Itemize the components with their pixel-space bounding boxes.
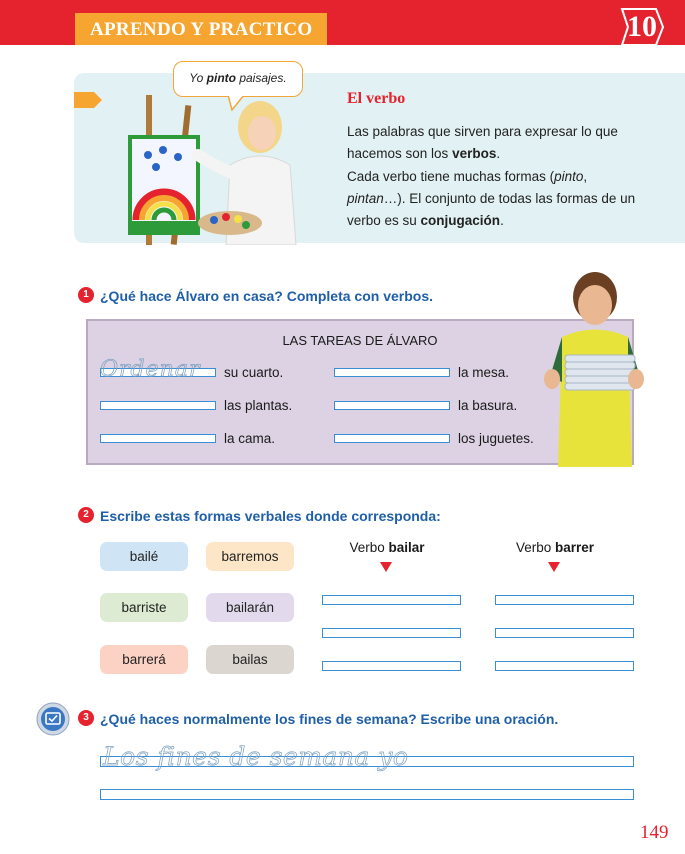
task-label-3: las plantas.: [224, 398, 293, 413]
answer-blank-2[interactable]: [334, 368, 450, 377]
bailar-answer-3[interactable]: [322, 661, 461, 671]
example-answer: Ordenar: [100, 357, 201, 382]
tasks-table-title: LAS TAREAS DE ÁLVARO: [282, 333, 438, 348]
verb-chip-barrera[interactable]: barrerá: [100, 645, 188, 674]
down-arrow-icon: [380, 562, 392, 572]
answer-blank-6[interactable]: [334, 434, 450, 443]
barrer-answer-1[interactable]: [495, 595, 634, 605]
speech-bubble: Yo pinto paisajes.: [173, 61, 303, 97]
answer-blank-4[interactable]: [334, 401, 450, 410]
exercise-2-number: 2: [78, 507, 94, 523]
task-label-6: los juguetes.: [458, 431, 534, 446]
column-header-bailar: Verbo bailar: [349, 540, 425, 555]
answer-blank-5[interactable]: [100, 434, 216, 443]
sentence-start: Los fines de semana yo: [103, 742, 409, 771]
barrer-answer-3[interactable]: [495, 661, 634, 671]
bailar-answer-1[interactable]: [322, 595, 461, 605]
column-header-barrer: Verbo barrer: [515, 540, 595, 555]
exercise-3-number: 3: [78, 710, 94, 726]
task-label-5: la cama.: [224, 431, 276, 446]
arrow-tab-icon: [74, 92, 102, 108]
unit-badge: [620, 8, 664, 46]
theory-paragraph-2: Cada verbo tiene muchas formas (pinto, pintan…). El conjunto de todas las formas de un verbo es su conjugación.: [347, 169, 636, 228]
down-arrow-icon: [548, 562, 560, 572]
task-label-1: su cuarto.: [224, 365, 284, 380]
theory-paragraph-1: Las palabras que sirven para expresar lo que hacemos son los verbos.: [347, 124, 618, 161]
verb-chip-barriste[interactable]: barriste: [100, 593, 188, 622]
exercise-3-instruction: ¿Qué haces normalmente los fines de semana? Escribe una oración.: [100, 711, 559, 727]
verb-chip-bailaran[interactable]: bailarán: [206, 593, 294, 622]
barrer-answer-2[interactable]: [495, 628, 634, 638]
task-label-4: la basura.: [458, 398, 518, 413]
task-label-2: la mesa.: [458, 365, 510, 380]
unit-number: 10: [627, 10, 657, 43]
exercise-1-number: 1: [78, 287, 94, 303]
answer-blank-3[interactable]: [100, 401, 216, 410]
verb-chip-barremos[interactable]: barremos: [206, 542, 294, 571]
verb-chip-baile[interactable]: bailé: [100, 542, 188, 571]
page-number: 149: [640, 822, 669, 843]
exercise-1-instruction: ¿Qué hace Álvaro en casa? Completa con verbos.: [100, 288, 433, 304]
digital-activity-icon[interactable]: [36, 702, 70, 736]
boy-with-plates-icon: [540, 267, 645, 477]
verb-chip-bailas[interactable]: bailas: [206, 645, 294, 674]
sentence-line-2[interactable]: [100, 789, 634, 800]
bailar-answer-2[interactable]: [322, 628, 461, 638]
section-title: APRENDO Y PRACTICO: [75, 13, 327, 45]
theory-title: El verbo: [347, 90, 406, 107]
speech-bubble-tail: [226, 95, 246, 111]
exercise-2-instruction: Escribe estas formas verbales donde corresponda:: [100, 508, 441, 524]
girl-painting-icon: [118, 95, 308, 245]
